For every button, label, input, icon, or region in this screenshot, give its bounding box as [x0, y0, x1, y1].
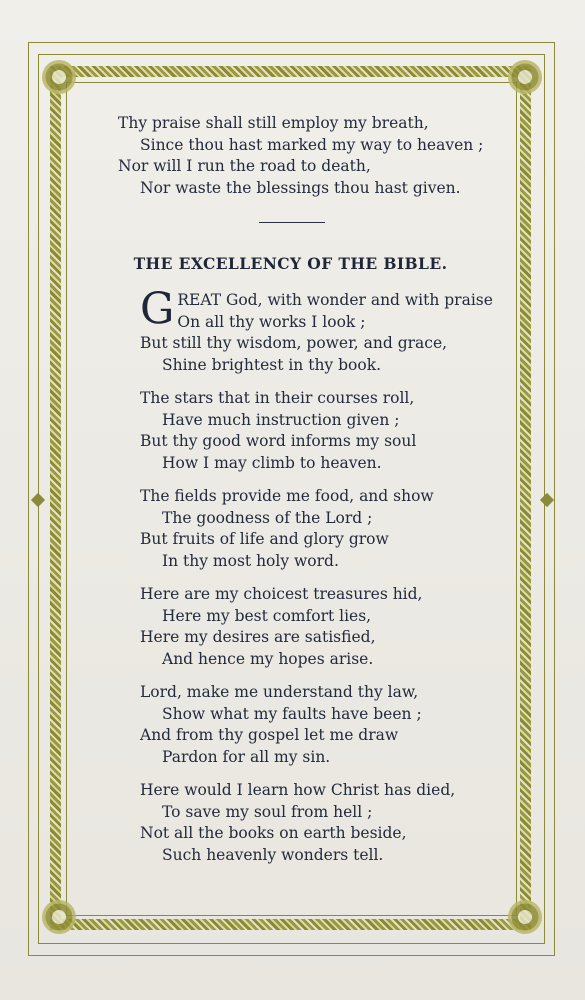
drop-cap: G: [140, 284, 175, 334]
verse-line: Nor will I run the road to death,: [118, 157, 371, 175]
verse-line: To save my soul from hell ;: [162, 802, 373, 821]
verse-line: Lord, make me understand thy law,: [140, 683, 419, 701]
verse-line: Pardon for all my sin.: [162, 747, 331, 766]
corner-ornament-top-left: [42, 60, 76, 94]
verse-line: Show what my faults have been ;: [162, 704, 422, 723]
corner-ornament-bottom-left: [42, 900, 76, 934]
verse-line: How I may climb to heaven.: [162, 453, 382, 472]
stanza-6: [140, 780, 500, 866]
opening-stanza: [118, 113, 543, 199]
verse-line: Shine brightest in thy book.: [162, 355, 382, 374]
stanza-2: [140, 388, 500, 474]
verse-line: Not all the books on earth beside,: [140, 824, 407, 842]
verse-line: And from thy gospel let me draw: [140, 726, 399, 744]
verse-line: Here are my choicest treasures hid,: [140, 585, 423, 603]
stanza-3: [140, 486, 500, 572]
verse-line: Here my best comfort lies,: [162, 606, 372, 625]
verse-line: Thy praise shall still employ my breath,: [118, 114, 429, 132]
verse-line: And hence my hopes arise.: [162, 649, 374, 668]
verse-line: The goodness of the Lord ;: [162, 508, 373, 527]
verse-line: Nor waste the blessings thou hast given.: [140, 178, 461, 197]
verse-line: Have much instruction given ;: [162, 410, 400, 429]
verse-line: Such heavenly wonders tell.: [162, 845, 384, 864]
verse-line: The fields provide me food, and show: [140, 487, 434, 505]
stanza-4: [140, 584, 500, 670]
stanza-1: [140, 284, 500, 376]
verse-line: In thy most holy word.: [162, 551, 339, 570]
corner-ornament-bottom-right: [508, 900, 542, 934]
verse-line: Since thou hast marked my way to heaven ;: [140, 135, 484, 154]
hymn-body: [140, 284, 500, 878]
corner-ornament-top-right: [508, 60, 542, 94]
verse-line: But fruits of life and glory grow: [140, 530, 389, 548]
verse-line: On all thy works I look ;: [177, 312, 366, 331]
verse-line: But still thy wisdom, power, and grace,: [140, 334, 448, 352]
verse-line: REAT God, with wonder and with praise: [177, 291, 493, 309]
verse-line: The stars that in their courses roll,: [140, 389, 415, 407]
stanza-5: [140, 682, 500, 768]
hymn-title: THE EXCELLENCY OF THE BIBLE.: [133, 254, 448, 273]
verse-line: But thy good word informs my soul: [140, 432, 417, 450]
verse-line: Here my desires are satisfied,: [140, 628, 376, 646]
section-separator: [259, 222, 325, 223]
verse-line: Here would I learn how Christ has died,: [140, 781, 456, 799]
